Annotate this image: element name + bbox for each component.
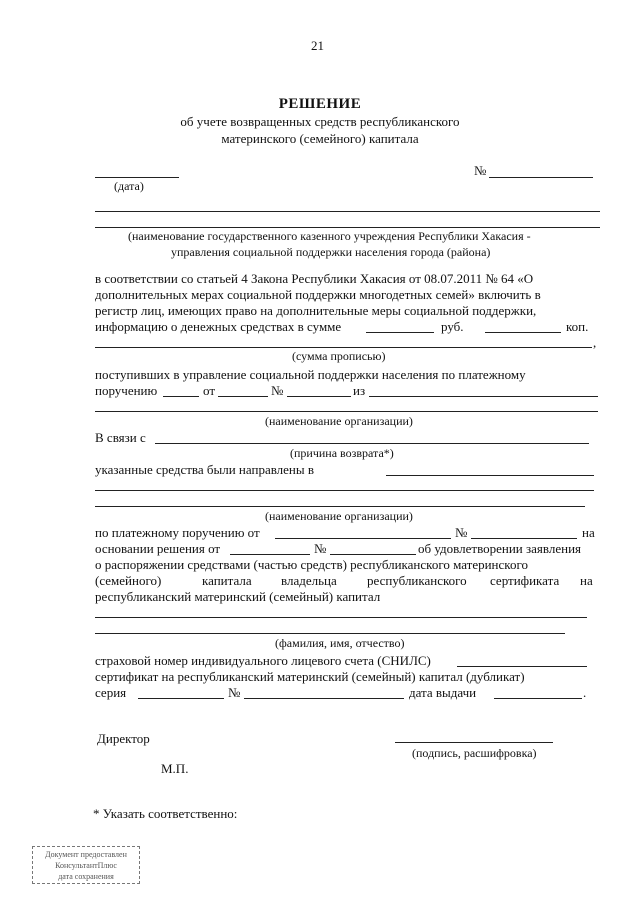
document-subtitle-line2: материнского (семейного) капитала [221,131,419,146]
order-no-field[interactable] [287,396,351,397]
signature-caption: (подпись, расшифровка) [412,746,537,760]
order-number-field[interactable] [163,396,199,397]
sum-caption: (сумма прописью) [292,349,386,363]
iz-label: из [353,383,366,398]
certificate-number-field[interactable] [244,698,404,699]
recipient-field[interactable] [386,475,594,476]
order-number-label: № [271,383,284,398]
in-connection-label: В связи с [95,430,146,445]
sum-kop-field[interactable] [485,332,561,333]
stamp-place: М.П. [161,761,189,776]
corner-stamp-line2: КонсультантПлюс [55,861,117,870]
snils-text: страховой номер индивидуального лицевого счета (СНИЛС) [95,653,431,668]
sum-words-field[interactable] [95,347,592,348]
disposal-line1: о распоряжении средствами (частью средств) республиканского материнского [95,557,528,572]
corner-stamp [32,846,140,884]
series-field[interactable] [138,698,224,699]
disposal-w6: на [580,573,593,588]
payment-order-label: по платежному поручению от [95,525,260,540]
order-date-field[interactable] [218,396,268,397]
body-line2: дополнительных мерах социальной поддержки многодетных семей» включить в [95,287,541,302]
reason-caption: (причина возврата*) [290,446,394,460]
issue-date-label: дата выдачи [409,685,477,700]
snils-field[interactable] [457,666,587,667]
decision-date-field[interactable] [230,554,310,555]
satisfaction-text: об удовлетворении заявления [418,541,582,556]
reason-field[interactable] [155,443,589,444]
director-label: Директор [97,731,150,746]
kop-label: коп. [566,319,589,334]
decision-number-field[interactable] [330,554,416,555]
corner-stamp-line1: Документ предоставлен [45,850,127,859]
body-line3: регистр лиц, имеющих право на дополнительные меры социальной поддержки, [95,303,537,318]
rub-label: руб. [441,319,464,334]
body-line4: информацию о денежных средствах в сумме [95,319,342,334]
certificate-text: сертификат на республиканский материнский (семейный) капитал (дубликат) [95,669,525,684]
disposal-w5: сертификата [490,573,560,588]
body-line1: в соответствии со статьей 4 Закона Республики Хакасия от 08.07.2011 № 64 «О [95,271,534,286]
document-title: РЕШЕНИЕ [278,96,362,112]
fio-caption: (фамилия, имя, отчество) [275,636,405,650]
sent-to-text: указанные средства были направлены в [95,462,315,477]
corner-stamp-line3: дата сохранения [58,872,114,881]
series-label: серия [95,685,127,700]
fio-field-2[interactable] [95,633,565,634]
page-number: 21 [311,38,324,53]
org-caption-line2: управления социальной поддержки населения города (района) [171,245,491,259]
number-field-line[interactable] [489,177,593,178]
fio-field-1[interactable] [95,617,587,618]
disposal-w3: владельца [281,573,337,588]
received-line1: поступивших в управление социальной поддержки населения по платежному [95,367,526,382]
disposal-w2: капитала [202,573,252,588]
document-subtitle-line1: об учете возвращенных средств республиканского [180,114,460,129]
org-name-line-1[interactable] [95,211,600,212]
org-name-caption-2: (наименование организации) [265,509,413,523]
comma: , [593,335,597,350]
na-label: на [582,525,595,540]
issue-date-field[interactable] [494,698,582,699]
period: . [583,685,587,700]
decision-from-label: основании решения от [95,541,221,556]
source-field-2[interactable] [95,411,598,412]
disposal-line3: республиканский материнский (семейный) капитал [95,589,381,604]
recipient-field-3[interactable] [95,506,585,507]
number-label: № [474,163,487,178]
recipient-field-2[interactable] [95,490,594,491]
disposal-w1: (семейного) [95,573,162,588]
from-label: от [203,383,216,398]
org-name-line-2[interactable] [95,227,600,228]
source-field[interactable] [369,396,598,397]
payment-number-field[interactable] [471,538,577,539]
date-field-line[interactable] [95,177,179,178]
org-caption-line1: (наименование государственного казенного учреждения Республики Хакасия - [128,229,531,243]
footnote: * Указать соответственно: [93,806,238,821]
signature-field[interactable] [395,742,553,743]
payment-date-field[interactable] [275,538,451,539]
disposal-w4: республиканского [367,573,467,588]
decision-number-label: № [314,541,327,556]
certificate-number-label: № [228,685,241,700]
received-order-label: поручению [95,383,158,398]
org-name-caption: (наименование организации) [265,414,413,428]
sum-rub-field[interactable] [366,332,434,333]
payment-number-label: № [455,525,468,540]
date-caption: (дата) [114,179,144,193]
